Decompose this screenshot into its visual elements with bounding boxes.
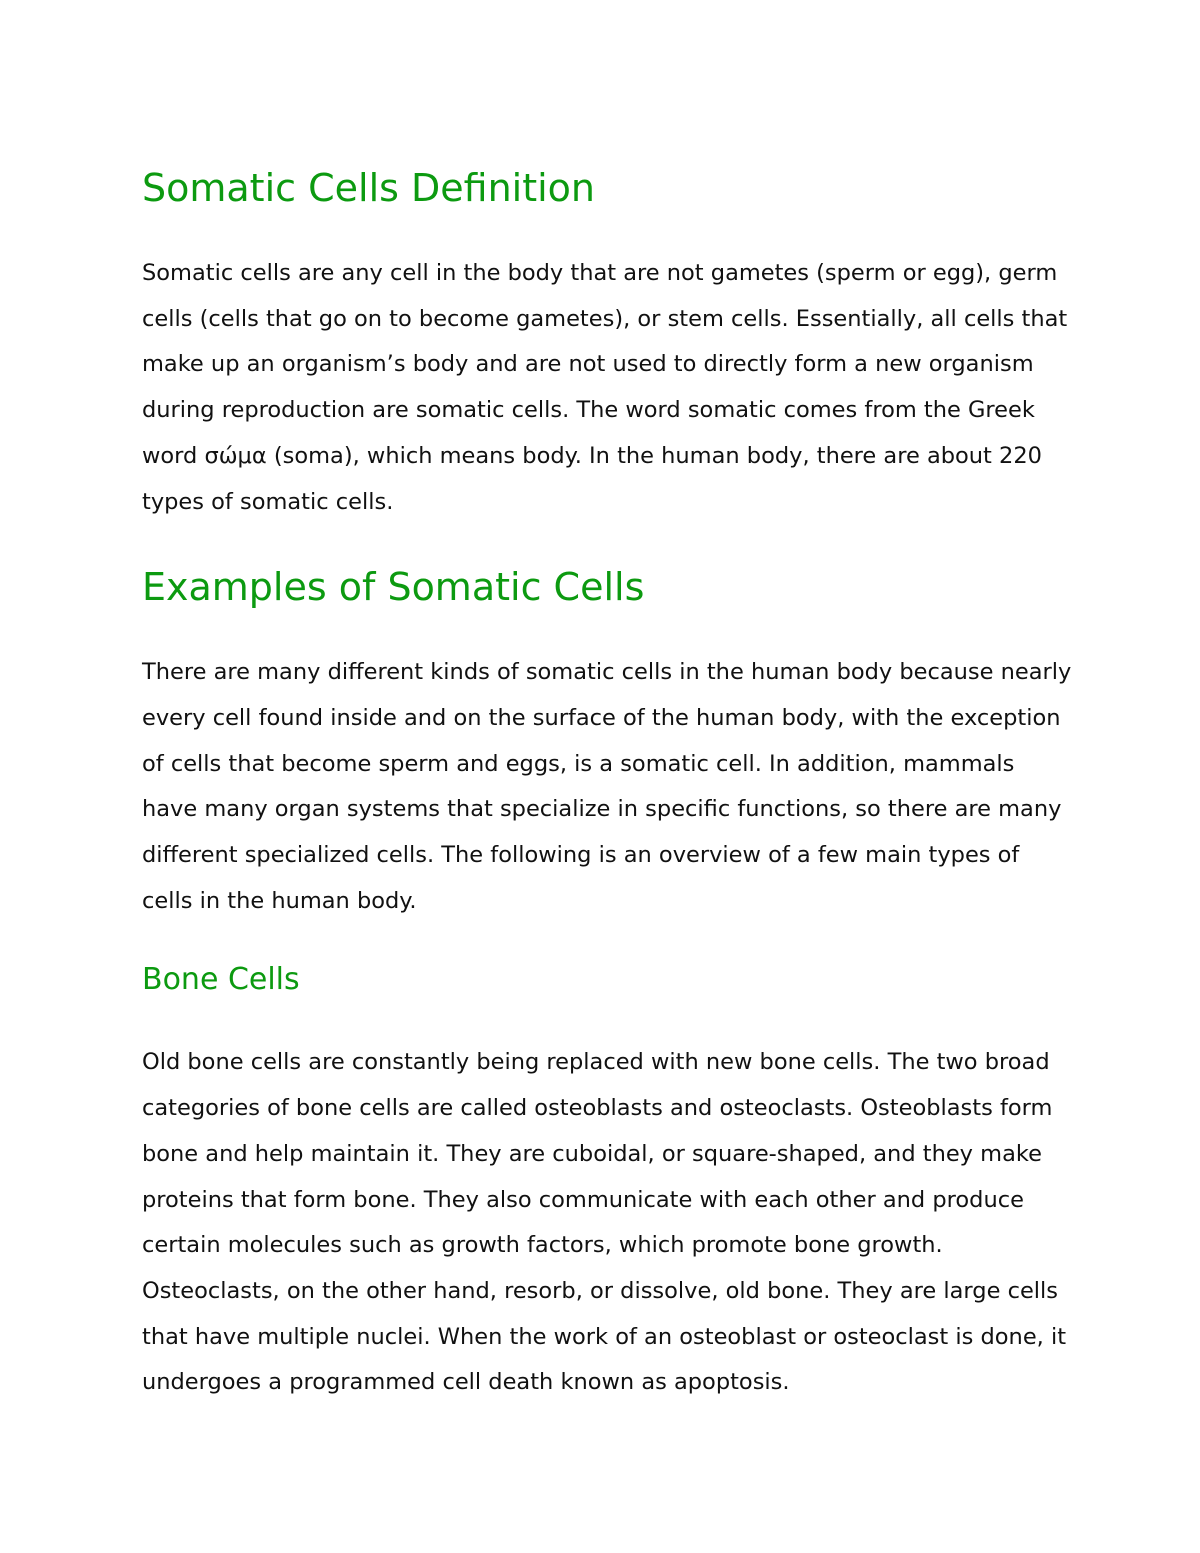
section-paragraph-examples: There are many different kinds of somatic cells in the human body because nearly every cell found inside and on the surface of the human body, with the exception of cells that become sperm and eggs, is a somatic cell. In addition, mammals have many organ systems that specialize in specific functions, so there are many different specialized cells. The following is an overview of a few main types of cells in the human body. [142, 659, 1072, 914]
section-paragraph-bone-cells: Old bone cells are constantly being replaced with new bone cells. The two broad categories of bone cells are called osteoblasts and osteoclasts. Osteoblasts form bone and help maintain it. They are cuboidal, or square-shaped, and they make proteins that form bone. They also communicate with each other and produce certain molecules such as growth factors, which promote bone growth. Osteoclasts, on the other hand, resorb, or dissolve, old bone. They are large cells that have multiple nuclei. When the work of an osteoblast or osteoclast is done, it undergoes a programmed cell death known as apoptosis. [142, 1049, 1067, 1396]
document-body [142, 160, 1072, 1406]
section-heading-bone-cells: Bone Cells [142, 962, 300, 998]
section-paragraph-definition: Somatic cells are any cell in the body that are not gametes (sperm or egg), germ cells (cells that go on to become gametes), or stem cells. Essentially, all cells that make up an organism’s body and are not used to directly form a new organism during reproduction are somatic cells. The word somatic comes from the Greek word σώμα (soma), which means body. In the human body, there are about 220 types of somatic cells. [142, 260, 1068, 515]
section-heading-definition: Somatic Cells Definition [142, 166, 596, 210]
section-heading-examples: Examples of Somatic Cells [142, 565, 645, 610]
